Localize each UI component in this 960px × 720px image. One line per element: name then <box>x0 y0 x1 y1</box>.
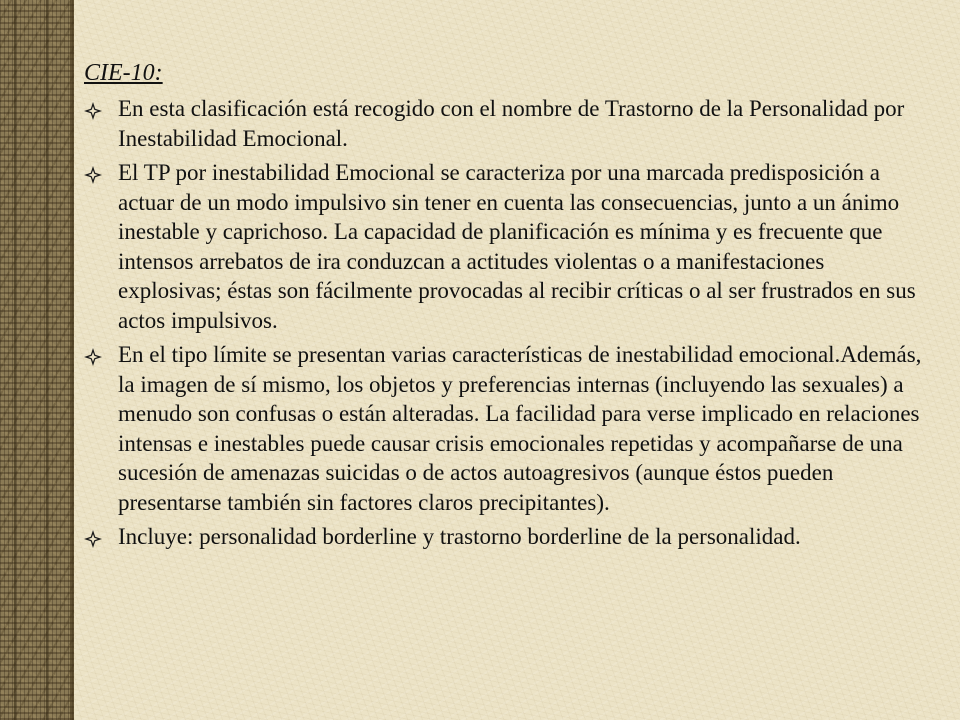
bullet-item <box>84 94 924 153</box>
sidebar-rule <box>70 0 74 720</box>
bullet-text: En esta clasificación está recogido con el nombre de Trastorno de la Personalidad por Inestabilidad Emocional. <box>118 96 905 151</box>
sidebar-rule <box>46 0 48 720</box>
four-petal-diamond-icon <box>84 166 102 184</box>
bullet-text: Incluye: personalidad borderline y trastorno borderline de la personalidad. <box>118 524 801 549</box>
bullet-item <box>84 340 924 517</box>
bullet-item <box>84 158 924 335</box>
slide-content <box>84 58 924 557</box>
four-petal-diamond-icon <box>84 530 102 548</box>
sidebar-rule <box>14 0 16 720</box>
bullet-text: En el tipo límite se presentan varias características de inestabilidad emocional.Además, la imagen de sí mismo, los objetos y preferencias internas (incluyendo las sexuales) a menudo son confusas o están alteradas. La facilidad para verse implicado en relaciones intensas e inestables puede causar crisis emocionales repetidas y acompañarse de una sucesión de amenazas suicidas o de actos autoagresivos (aunque éstos pueden presentarse también sin factores claros precipitantes). <box>118 342 922 515</box>
four-petal-diamond-icon <box>84 102 102 120</box>
bullet-text: El TP por inestabilidad Emocional se caracteriza por una marcada predisposición a actuar de un modo impulsivo sin tener en cuenta las consecuencias, junto a un ánimo inestable y caprichoso. La capacidad de planificación es mínima y es frecuente que intensos arrebatos de ira conduzcan a actitudes violentas o a manifestaciones explosivas; éstas son fácilmente provocadas al recibir críticas o al ser frustrados en sus actos impulsivos. <box>118 160 916 333</box>
four-petal-diamond-icon <box>84 348 102 366</box>
decorative-sidebar <box>0 0 74 720</box>
bullet-item <box>84 522 924 552</box>
slide-heading: CIE-10: <box>84 60 163 86</box>
